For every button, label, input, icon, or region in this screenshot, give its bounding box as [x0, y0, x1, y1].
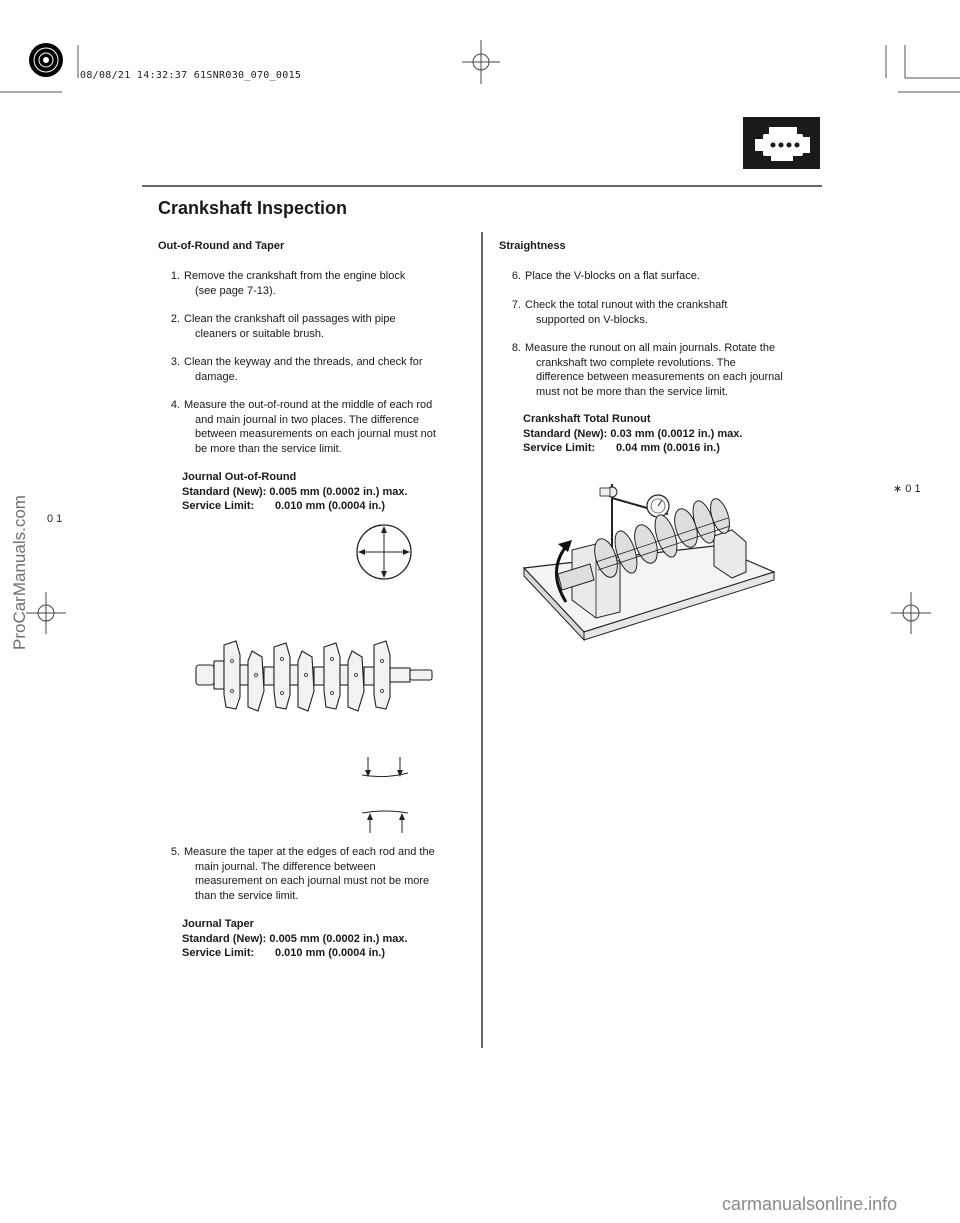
step-number: 5. — [170, 846, 180, 858]
step-text-line: than the service limit. — [195, 889, 299, 902]
registration-target-icon — [29, 43, 63, 77]
spec-limit-value: 0.010 mm (0.0004 in.) — [275, 500, 386, 512]
spec-total-runout — [523, 412, 823, 456]
spec-limit-label: Service Limit: — [182, 500, 255, 512]
step-text-line: Measure the runout on all main journals. Rotate the — [525, 342, 776, 354]
step-number: 6. — [511, 270, 521, 282]
spec-limit-value: 0.010 mm (0.0004 in.) — [275, 947, 386, 959]
step-number: 1. — [170, 270, 180, 282]
page-title: Crankshaft Inspection — [158, 198, 348, 218]
step-number: 3. — [170, 356, 180, 368]
spec-limit-value: 0.04 mm (0.0016 in.) — [616, 442, 720, 454]
step-text-line: Clean the keyway and the threads, and check for — [184, 356, 423, 368]
spec-limit-label: Service Limit: — [182, 947, 255, 959]
step-text-line: Place the V-blocks on a flat surface. — [525, 270, 700, 282]
crosshair-icon — [891, 592, 931, 634]
step-7 — [499, 298, 819, 328]
step-text-line: must not be more than the service limit. — [536, 385, 728, 398]
step-text-line: Check the total runout with the crankshaft — [525, 299, 728, 311]
spec-title: Journal Out-of-Round — [182, 471, 297, 483]
step-text-line: Remove the crankshaft from the engine block — [184, 270, 406, 282]
step-text-line: measurement on each journal must not be more — [195, 875, 430, 887]
margin-mark-left: 0 1 — [47, 513, 63, 525]
step-number: 2. — [170, 313, 180, 325]
runout-check-illustration — [518, 470, 780, 660]
step-1 — [158, 269, 478, 299]
spec-standard: Standard (New): 0.005 mm (0.0002 in.) max. — [182, 485, 408, 498]
spec-title: Crankshaft Total Runout — [523, 413, 651, 425]
out-of-round-measurement-diagram — [354, 522, 414, 582]
step-text-line: between measurements on each journal must not — [195, 428, 436, 440]
step-text-line: crankshaft two complete revolutions. The — [536, 356, 736, 369]
taper-measurement-diagram — [360, 755, 410, 835]
step-text-line: and main journal in two places. The difference — [195, 413, 420, 426]
step-text-line: cleaners or suitable brush. — [195, 327, 325, 340]
step-2 — [158, 312, 478, 342]
crosshair-icon — [26, 592, 66, 634]
step-text-line: Measure the out-of-round at the middle of each rod — [184, 399, 433, 411]
spec-limit-label: Service Limit: — [523, 442, 596, 454]
spec-standard: Standard (New): 0.005 mm (0.0002 in.) max. — [182, 932, 408, 945]
spec-title: Journal Taper — [182, 918, 254, 930]
step-number: 4. — [170, 399, 180, 411]
step-number: 8. — [511, 342, 521, 354]
crosshair-icon — [462, 40, 500, 84]
step-text-line: supported on V-blocks. — [536, 313, 648, 326]
step-text-line: Measure the taper at the edges of each rod and the — [184, 846, 435, 858]
step-5 — [158, 845, 478, 905]
step-3 — [158, 355, 478, 385]
step-text-line: be more than the service limit. — [195, 442, 342, 455]
watermark-vertical-brand: ProCarManuals.com — [10, 495, 29, 650]
engine-icon — [743, 117, 820, 169]
engine-section-badge — [743, 117, 820, 169]
section-heading-out-of-round: Out-of-Round and Taper — [158, 240, 285, 252]
step-8 — [499, 341, 819, 401]
step-text-line: Clean the crankshaft oil passages with pipe — [184, 313, 396, 325]
step-6 — [499, 269, 819, 285]
watermark-footer-brand: carmanualsonline.info — [722, 1194, 898, 1214]
print-stamp: 08/08/21 14:32:37 61SNR030_070_0015 — [80, 70, 302, 81]
spec-standard: Standard (New): 0.03 mm (0.0012 in.) max. — [523, 427, 743, 440]
margin-mark-right: ∗ 0 1 — [893, 483, 921, 495]
step-number: 7. — [511, 299, 521, 311]
step-text-line: main journal. The difference between — [195, 860, 376, 873]
step-text-line: difference between measurements on each journal — [536, 371, 783, 383]
step-text-line: (see page 7-13). — [195, 284, 276, 297]
step-text-line: damage. — [195, 370, 238, 383]
crankshaft-illustration — [192, 635, 440, 715]
step-4 — [158, 398, 478, 458]
spec-journal-taper — [182, 917, 482, 961]
spec-journal-out-of-round — [182, 470, 482, 514]
section-heading-straightness: Straightness — [499, 240, 566, 252]
